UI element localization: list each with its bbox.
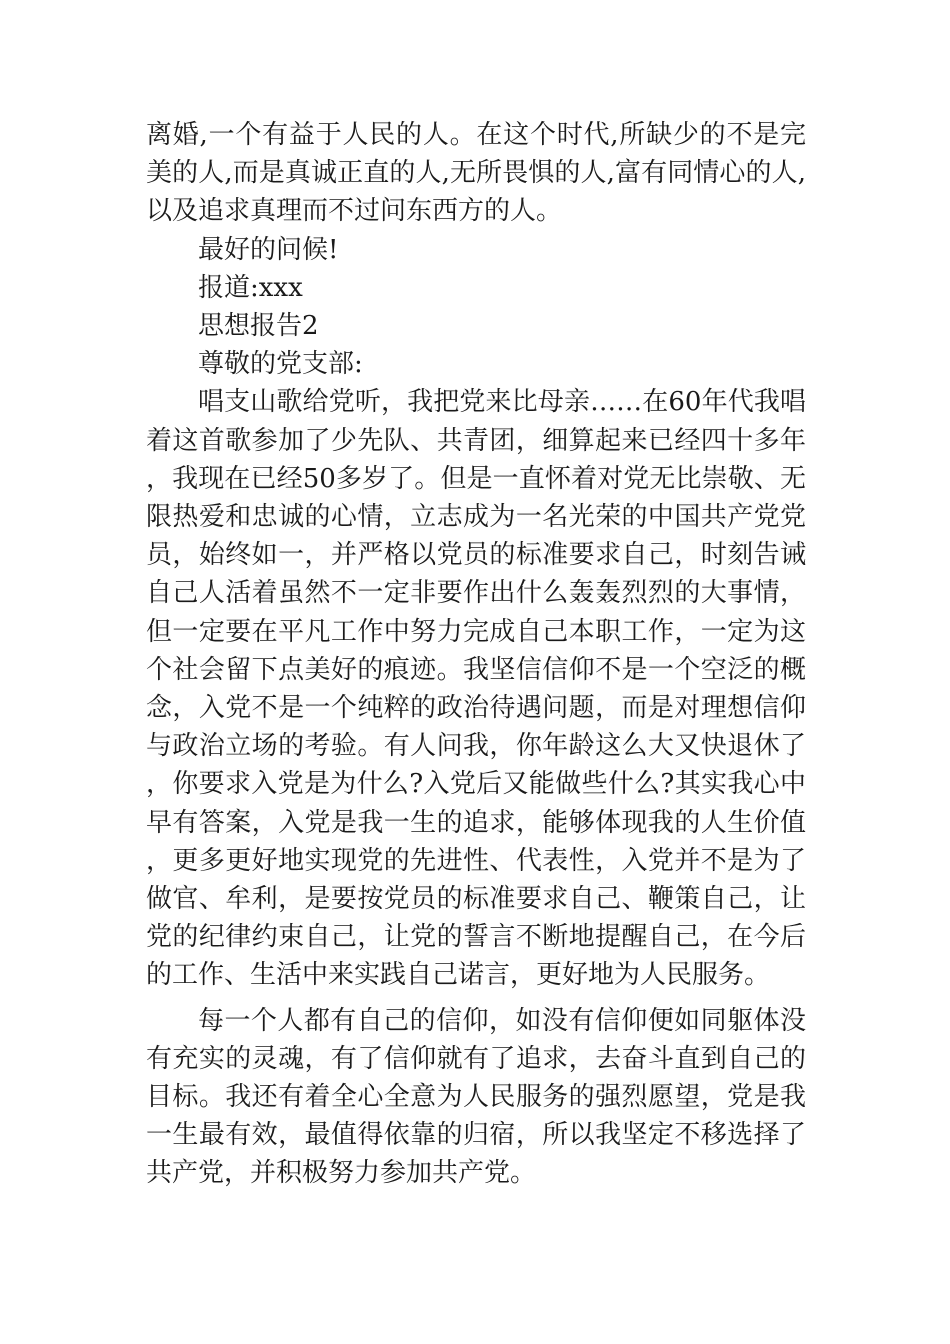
closing-greeting: 最好的问候! xyxy=(198,234,339,265)
salutation: 尊敬的党支部: xyxy=(198,349,363,380)
report-title: 思想报告2 xyxy=(198,311,319,342)
report-author: 报道:xxx xyxy=(198,272,303,303)
body-paragraph-2: 每一个人都有自己的信仰，如没有信仰便如同躯体没有充实的灵魂，有了信仰就有了追求，去奋斗直到自己的目标。我还有着全心全意为人民服务的强烈愿望，党是我一生最有效，最值得依靠的归宿，所以我坚定不移选择了共产党，并积极努力参加共产党。 xyxy=(146,1005,806,1189)
paragraph-continuation: 离婚,一个有益于人民的人。在这个时代,所缺少的不是完美的人,而是真诚正直的人,无所畏惧的人,富有同情心的人,以及追求真理而不过问东西方的人。 xyxy=(146,120,806,227)
body-paragraph-1: 唱支山歌给党听，我把党来比母亲……在60年代我唱着这首歌参加了少先队、共青团，细算起来已经四十多年，我现在已经50多岁了。但是一直怀着对党无比崇敬、无限热爱和忠诚的心情，立志成为一名光荣的中国共产党党员，始终如一，并严格以党员的标准要求自己，时刻告诫自己人活着虽然不一定非要作出什么轰轰烈烈的大事情，但一定要在平凡工作中努力完成自己本职工作，一定为这个社会留下点美好的痕迹。我坚信信仰不是一个空泛的概念，入党不是一个纯粹的政治待遇问题，而是对理想信仰与政治立场的考验。有人问我，你年龄这么大又快退休了，你要求入党是为什么?入党后又能做些什么?其实我心中早有答案，入党是我一生的追求，能够体现我的人生价值，更多更好地实现党的先进性、代表性，入党并不是为了做官、牟利，是要按党员的标准要求自己、鞭策自己，让党的纪律约束自己，让党的誓言不断地提醒自己，在今后的工作、生活中来实践自己诺言，更好地为人民服务。 xyxy=(146,387,806,991)
document-body xyxy=(146,116,806,1193)
